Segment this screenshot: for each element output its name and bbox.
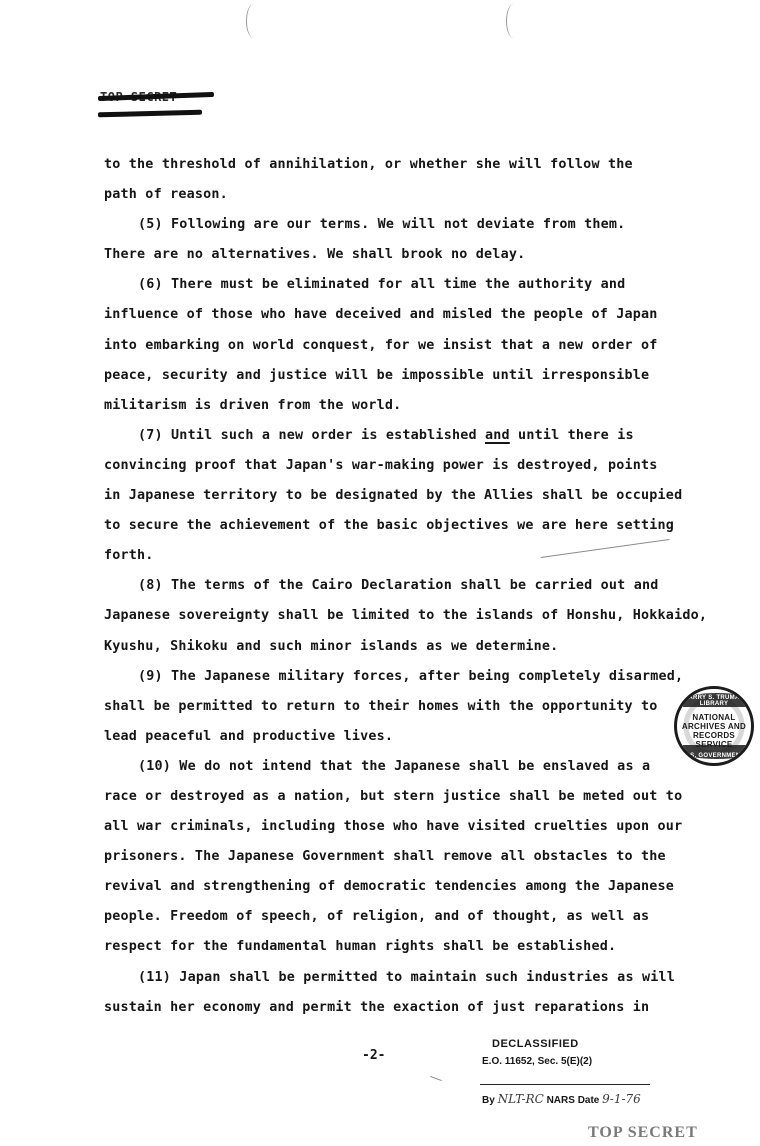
body-line: (6) There must be eliminated for all time the authority and [138,277,626,293]
body-line: (9) The Japanese military forces, after being completely disarmed, [138,668,684,684]
body-line: militarism is driven from the world. [104,397,402,413]
margin-mark [506,4,521,38]
body-line: race or destroyed as a nation, but stern justice shall be meted out to [104,788,683,804]
page-number: -2- [362,1048,386,1063]
underlined-word: and [485,427,510,443]
footer-classification: TOP SECRET [588,1124,698,1141]
body-line: to the threshold of annihilation, or whether she will follow the [104,157,633,172]
body-line: respect for the fundamental human rights shall be established. [104,939,617,955]
archives-stamp [674,686,754,766]
body-line [104,421,704,451]
declassified-by-row [482,1092,641,1106]
body-line: forth. [104,548,154,564]
body-line: There are no alternatives. We shall brook no delay. [104,247,526,263]
body-line: influence of those who have deceived and misled the people of Japan [104,307,658,323]
body-line: prisoners. The Japanese Government shall remove all obstacles to the [104,849,666,865]
stamp-text: HARRY S. TRUMAN LIBRARY [683,695,745,707]
body-line: sustain her economy and permit the exaction of just reparations in [104,999,650,1015]
body-line: Japanese sovereignty shall be limited to the islands of Honshu, Hokkaido, [104,608,708,624]
body-line-text: (7) Until such a new order is established [138,427,485,443]
body-line: all war criminals, including those who have visited cruelties upon our [104,819,683,835]
body-line: Kyushu, Shikoku and such minor islands as we determine. [104,638,559,654]
stamp-text: NATIONAL [692,713,736,722]
stamp-text: RECORDS [692,731,736,740]
pencil-mark [430,1076,442,1081]
strikeout-bar [98,110,202,118]
body-line: path of reason. [104,187,228,203]
body-line: revival and strengthening of democratic tendencies among the Japanese [104,879,675,895]
body-line: in Japanese territory to be designated by the Allies shall be occupied [104,488,683,504]
nars-date-value: 9-1-76 [602,1092,641,1106]
by-label: By [482,1095,495,1106]
divider [480,1084,650,1085]
stamp-text: SERVICE [695,740,733,749]
body-line-text: until there is [509,427,634,443]
margin-mark [246,4,261,38]
executive-order-ref: E.O. 11652, Sec. 5(E)(2) [482,1056,593,1067]
body-line: convincing proof that Japan's war-making power is destroyed, points [104,457,658,473]
body-line: people. Freedom of speech, of religion, and of thought, as well as [104,909,650,925]
body-line: (11) Japan shall be permitted to maintain such industries as will [138,969,676,985]
body-line: (5) Following are our terms. We will not deviate from them. [138,217,626,233]
declassified-label: DECLASSIFIED [492,1038,579,1050]
body-line: (10) We do not intend that the Japanese shall be enslaved as a [138,758,651,774]
body-line: to secure the achievement of the basic objectives we are here setting [104,518,675,534]
stamp-text: U.S. GOVERNMENT [683,753,745,759]
body-text [104,150,708,1023]
by-signature: NLT-RC [497,1092,544,1106]
body-line: lead peaceful and productive lives. [104,728,394,744]
stamp-text: ARCHIVES AND [681,722,747,731]
body-line: shall be permitted to return to their homes with the opportunity to [104,698,658,714]
body-line: (8) The terms of the Cairo Declaration shall be carried out and [138,578,659,594]
body-line: peace, security and justice will be impossible until irresponsible [104,367,650,383]
body-line: into embarking on world conquest, for we insist that a new order of [104,337,658,353]
nars-date-label: NARS Date [546,1095,600,1106]
